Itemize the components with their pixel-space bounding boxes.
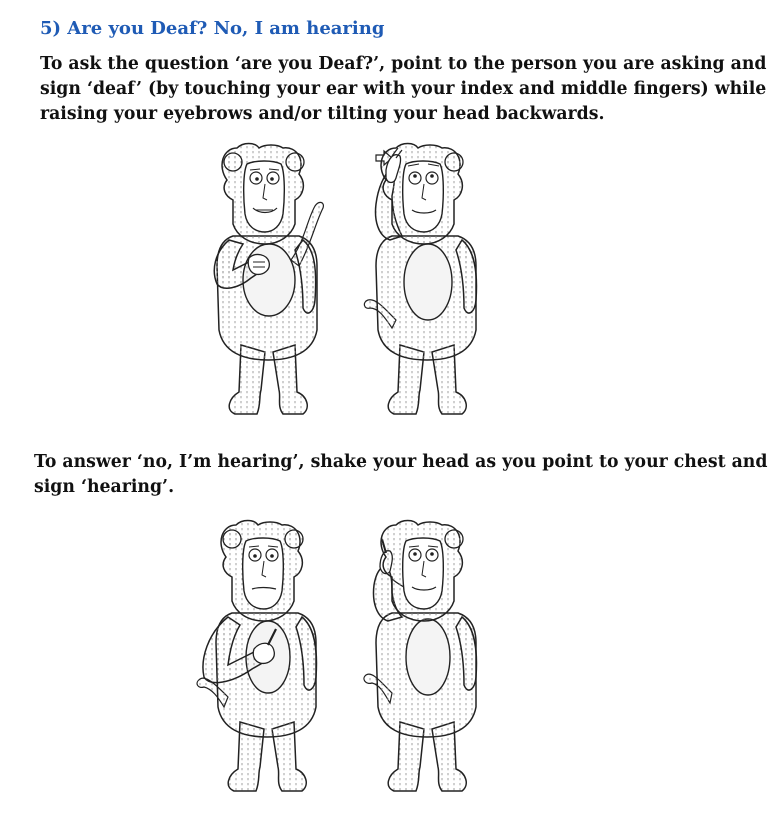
monkey-sign-hearing-icon [362,517,492,802]
figure-answer-point-chest [192,517,332,802]
section-heading: 5) Are you Deaf? No, I am hearing [40,18,385,39]
ask-instructions: To ask the question ‘are you Deaf?’, point to the person you are asking and sign ‘deaf’ (by touching your ear with your index and middle fingers) while raising your eyebrows and/or tilting your head backwards. [40,54,767,124]
answer-instructions: To answer ‘no, I’m hearing’, shake your head as you point to your chest and sign ‘hearing’. [34,452,768,497]
figure-ask-deaf-sign [362,140,492,425]
figure-answer-hearing-sign [362,517,492,802]
figure-ask-point [203,140,333,425]
monkey-pointing-icon [203,140,333,425]
monkey-sign-deaf-icon [362,140,492,425]
monkey-point-chest-icon [192,517,332,802]
